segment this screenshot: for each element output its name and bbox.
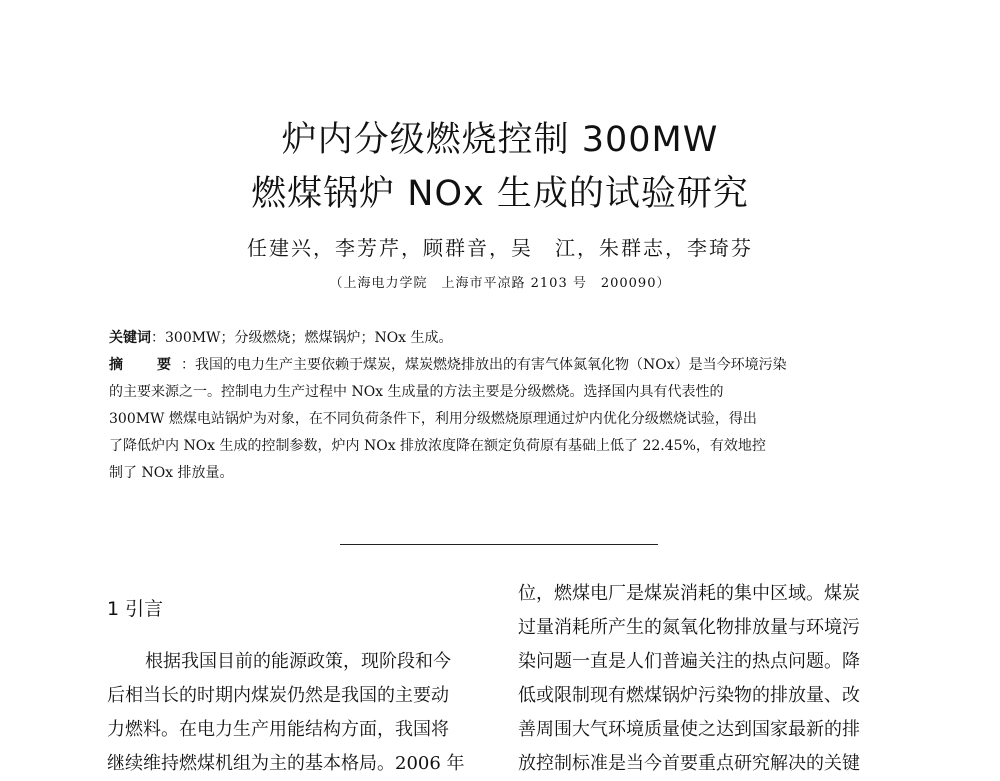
abstract-line: 的主要来源之一。控制电力生产过程中 NOx 生成量的方法主要是分级燃烧。选择国内具有代表性的 [109,384,724,400]
abstract-line: 了降低炉内 NOx 生成的控制参数，炉内 NOx 排放浓度降在额定负荷原有基础上低了 22.45%，有效地控 [109,438,766,454]
abstract-line-text: ：我国的电力生产主要依赖于煤炭，煤炭燃烧排放出的有害气体氮氧化物（NOx）是当今环境污染 [181,357,787,373]
keywords-text: ：300MW；分级燃烧；燃煤锅炉；NOx 生成。 [151,330,453,346]
abstract-label: 摘 要 [109,357,181,373]
abstract-line [109,352,891,379]
body-text-line: 放控制标准是当今首要重点研究解决的关键 [518,753,860,774]
body-text-line: 继续维持燃煤机组为主的基本格局。2006 年 [107,753,465,774]
body-column-right [518,577,898,781]
paper-title-line-2: 燃煤锅炉 NOx 生成的试验研究 [251,174,749,214]
keywords-label: 关键词 [109,330,151,346]
section-divider [340,544,658,545]
author-affiliation: （上海电力学院 上海市平凉路 2103 号 200090） [329,276,671,291]
keywords [109,327,453,347]
body-text-line: 根据我国目前的能源政策，现阶段和今 [145,651,451,672]
body-text-line: 力燃料。在电力生产用能结构方面，我国将 [107,719,449,740]
body-text-line: 染问题一直是人们普遍关注的热点问题。降 [518,651,860,672]
author-list: 任建兴，李芳芹，顾群音，吴 江，朱群志，李琦芬 [247,236,753,260]
body-text-line: 后相当长的时期内煤炭仍然是我国的主要动 [107,685,449,706]
abstract-line: 制了 NOx 排放量。 [109,465,234,481]
abstract [109,352,891,487]
body-column-left [107,645,487,781]
section-heading-introduction: 1 引言 [107,598,164,620]
body-text-line: 过量消耗所产生的氮氧化物排放量与环境污 [518,617,860,638]
body-text-line: 位，燃煤电厂是煤炭消耗的集中区域。煤炭 [518,583,860,604]
body-text-line: 善周围大气环境质量使之达到国家最新的排 [518,719,860,740]
abstract-line: 300MW 燃煤电站锅炉为对象，在不同负荷条件下，利用分级燃烧原理通过炉内优化分级燃烧试验，得出 [109,411,757,427]
body-text-line: 低或限制现有燃煤锅炉污染物的排放量、改 [518,685,860,706]
paper-title-line-1: 炉内分级燃烧控制 300MW [281,120,719,160]
